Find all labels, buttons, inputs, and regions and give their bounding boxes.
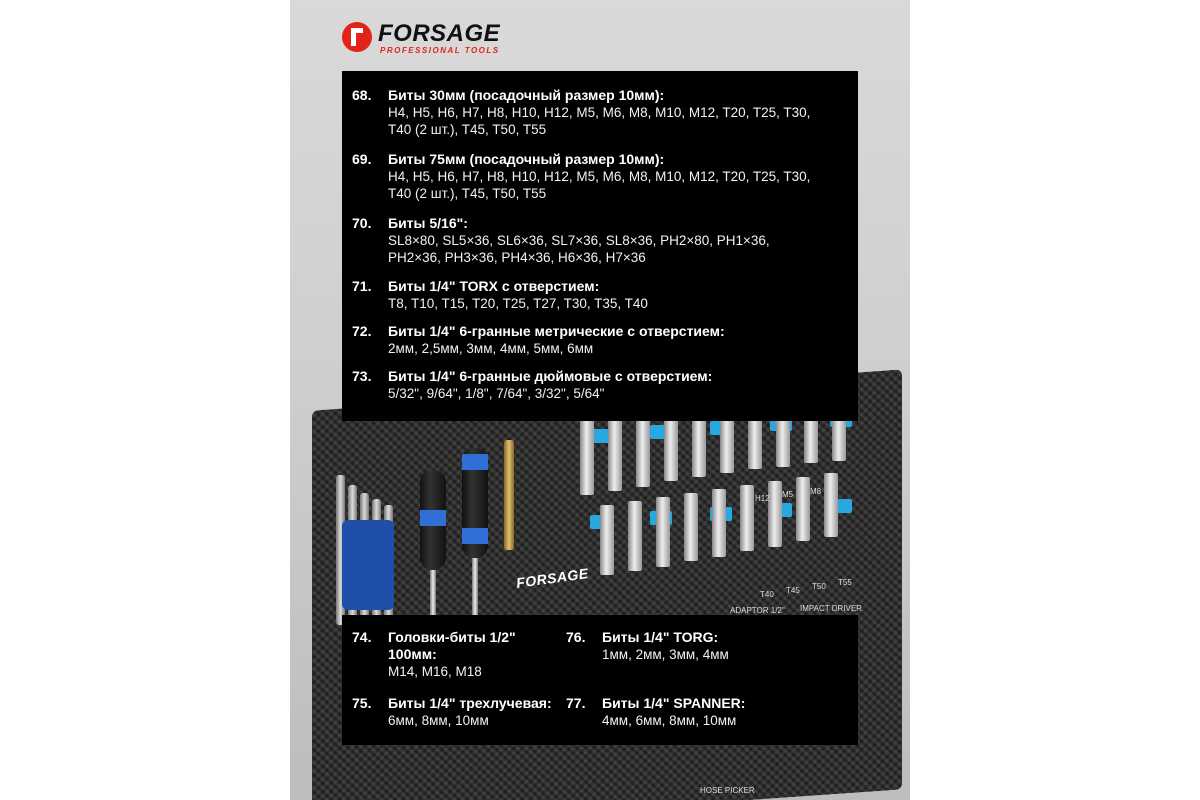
item-number: 73. [352, 368, 372, 384]
tray-label: M8 [810, 487, 822, 496]
tray-label: T55 [838, 578, 852, 587]
brand-logo-word: FORSAGE [378, 20, 501, 47]
bits-list-panel [342, 71, 858, 421]
list-item [352, 368, 712, 402]
list-item [352, 629, 516, 680]
tray-label: ADAPTOR 1/2" [730, 606, 785, 615]
item-title: Биты 1/4" 6-гранные дюймовые с отверстием: [388, 368, 713, 384]
item-title: Биты 75мм (посадочный размер 10мм): [388, 151, 665, 167]
tray-label: T40 [760, 590, 774, 599]
item-title: Биты 1/4" трехлучевая: [388, 695, 552, 711]
item-number: 71. [352, 278, 372, 294]
item-values: M14, M16, M18 [388, 664, 482, 679]
list-item [352, 695, 552, 729]
item-number: 75. [352, 695, 372, 711]
item-values: 6мм, 8мм, 10мм [388, 713, 489, 728]
item-number: 70. [352, 215, 372, 231]
pickup-tool-image [504, 440, 514, 550]
brand-logo-tagline: PROFESSIONAL TOOLS [380, 46, 500, 55]
list-item [352, 215, 770, 266]
tray-label: T50 [812, 582, 826, 591]
item-values: 5/32", 9/64", 1/8", 7/64", 3/32", 5/64" [388, 386, 605, 401]
item-values: SL8×80, SL5×36, SL6×36, SL7×36, SL8×36, PH2×80, PH1×36, [388, 233, 770, 248]
item-title: Головки-биты 1/2" [388, 629, 516, 645]
item-title: Биты 1/4" TORG: [602, 629, 719, 645]
screwdriver-image [420, 470, 446, 570]
screwdriver-shaft-image [472, 558, 478, 615]
hex-key-holder-image [342, 520, 394, 610]
item-number: 74. [352, 629, 372, 645]
item-number: 68. [352, 87, 372, 103]
bits-list-panel-bottom [342, 615, 858, 745]
tray-label: H12 [755, 494, 770, 503]
item-values: 4мм, 6мм, 8мм, 10мм [602, 713, 737, 728]
item-number: 72. [352, 323, 372, 339]
item-title: Биты 30мм (посадочный размер 10мм): [388, 87, 665, 103]
list-item [352, 278, 648, 312]
tray-label: HOSE PICKER [700, 786, 755, 795]
item-title: Биты 1/4" 6-гранные метрические с отверстием: [388, 323, 725, 339]
item-values: H4, H5, H6, H7, H8, H10, H12, M5, M6, M8, M10, M12, T20, T25, T30, [388, 169, 811, 184]
tray-label: M5 [782, 490, 794, 499]
list-item [352, 87, 810, 138]
item-title-cont: 100мм: [388, 646, 437, 662]
item-number: 77. [566, 695, 586, 711]
item-values: 2мм, 2,5мм, 3мм, 4мм, 5мм, 6мм [388, 341, 594, 356]
screwdriver-image [462, 448, 488, 558]
item-title: Биты 1/4" SPANNER: [602, 695, 746, 711]
tray-label: IMPACT DRIVER [800, 604, 862, 613]
catalog-page [290, 0, 910, 800]
item-values: T40 (2 шт.), T45, T50, T55 [388, 186, 547, 201]
item-title: Биты 5/16": [388, 215, 468, 231]
tray-brand-mark: FORSAGE [515, 565, 590, 591]
item-values: T40 (2 шт.), T45, T50, T55 [388, 122, 547, 137]
item-values: 1мм, 2мм, 3мм, 4мм [602, 647, 729, 662]
item-values: H4, H5, H6, H7, H8, H10, H12, M5, M6, M8, M10, M12, T20, T25, T30, [388, 105, 811, 120]
tray-label: T45 [786, 586, 800, 595]
item-number: 69. [352, 151, 372, 167]
item-values: PH2×36, PH3×36, PH4×36, H6×36, H7×36 [388, 250, 646, 265]
screwdriver-shaft-image [430, 570, 436, 615]
item-title: Биты 1/4" TORX с отверстием: [388, 278, 600, 294]
list-item [352, 323, 725, 357]
list-item [566, 629, 729, 663]
item-values: T8, T10, T15, T20, T25, T27, T30, T35, T40 [388, 296, 648, 311]
item-number: 76. [566, 629, 586, 645]
list-item [352, 151, 810, 202]
list-item [566, 695, 745, 729]
brand-logo-mark-icon [342, 22, 372, 52]
